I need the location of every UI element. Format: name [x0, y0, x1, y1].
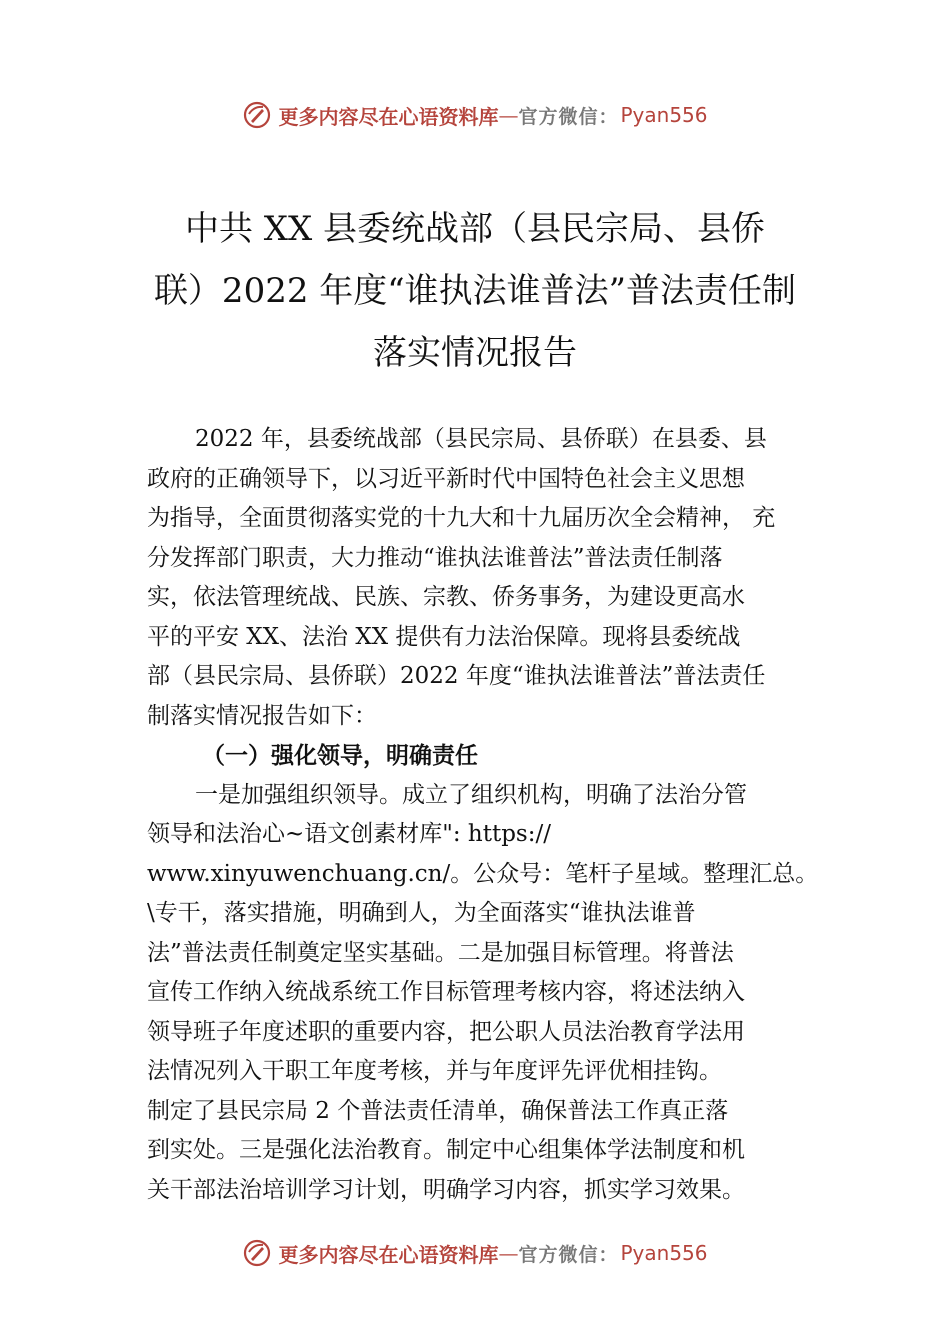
body-line: 关干部法治培训学习计划，明确学习内容，抓实学习效果。 [147, 1176, 745, 1203]
document-title [130, 198, 820, 384]
body-line: 2022 年，县委统战部（县民宗局、县侨联）在县委、县 [195, 426, 767, 452]
banner-main-text: 更多内容尽在心语资料库 [278, 1242, 499, 1267]
body-line: 法”普法责任制奠定坚实基础。二是加强目标管理。将普法 [147, 939, 734, 966]
body-line: 部（县民宗局、县侨联）2022 年度“谁执法谁普法”普法责任 [147, 663, 766, 689]
body-line: 制落实情况报告如下： [147, 702, 377, 729]
banner-wechat-id: Pyan556 [620, 103, 708, 127]
body-line: \专干，落实措施，明确到人，为全面落实“谁执法谁普 [147, 900, 696, 926]
body-line: 领导和法治心~语文创素材库": https:// [147, 821, 551, 847]
body-line: 分发挥部门职责，大力推动“谁执法谁普法”普法责任制落 [147, 544, 723, 571]
footer-banner [0, 1233, 950, 1273]
body-line: 宣传工作纳入统战系统工作目标管理考核内容，将述法纳入 [147, 979, 745, 1005]
pen-swirl-logo-icon [242, 100, 272, 130]
pen-swirl-logo-icon [242, 1238, 272, 1268]
body-line: 政府的正确领导下，以习近平新时代中国特色社会主义思想 [147, 465, 745, 492]
title-line: 中共 XX 县委统战部（县民宗局、县侨 [184, 209, 766, 249]
header-banner [0, 95, 950, 135]
body-line: 领导班子年度述职的重要内容，把公职人员法治教育学法用 [147, 1018, 745, 1045]
banner-wechat-id: Pyan556 [620, 1241, 708, 1265]
section-heading: （一）强化领导，明确责任 [202, 742, 478, 769]
body-line: 实，依法管理统战、民族、宗教、侨务事务，为建设更高水 [147, 584, 745, 610]
body-line: 为指导，全面贯彻落实党的十九大和十九届历次全会精神， 充 [147, 505, 776, 531]
title-line: 落实情况报告 [373, 333, 577, 373]
body-line: 制定了县民宗局 2 个普法责任清单，确保普法工作真正落 [147, 1097, 729, 1124]
body-line: 到实处。三是强化法治教育。制定中心组集体学法制度和机 [147, 1137, 745, 1163]
title-line: 联）2022 年度“谁执法谁普法”普法责任制 [153, 271, 797, 311]
banner-main-text: 更多内容尽在心语资料库 [278, 104, 499, 129]
banner-dash: — [498, 1241, 519, 1265]
document-body [147, 420, 819, 1210]
body-line: www.xinyuwenchuang.cn/。公众号：笔杆子星域。整理汇总。 [147, 860, 819, 887]
body-line: 一是加强组织领导。成立了组织机构，明确了法治分管 [195, 781, 747, 808]
banner-sub-text: 官方微信： [518, 105, 619, 128]
banner-dash: — [498, 103, 519, 127]
banner-sub-text: 官方微信： [518, 1243, 619, 1266]
body-line: 平的平安 XX、法治 XX 提供有力法治保障。现将县委统战 [147, 623, 741, 650]
body-line: 法情况列入干职工年度考核，并与年度评先评优相挂钩。 [147, 1058, 722, 1084]
